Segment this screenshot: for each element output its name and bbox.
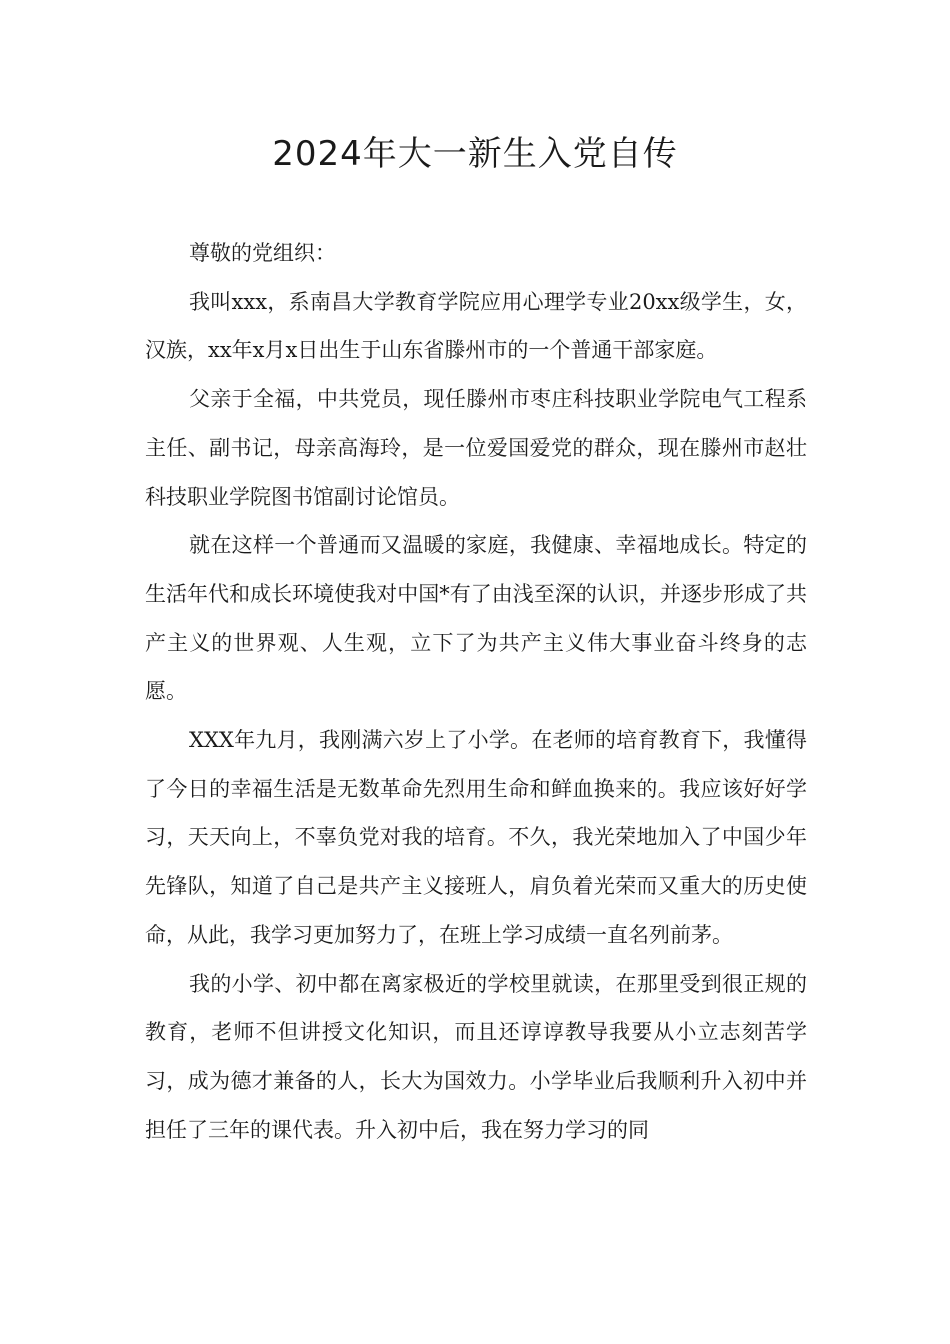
salutation: 尊敬的党组织： — [189, 241, 336, 265]
paragraph-5: 我的小学、初中都在离家极近的学校里就读，在那里受到很正规的教育，老师不但讲授文化知识，而且还谆谆教导我要从小立志刻苦学习，成为德才兼备的人，长大为国效力。小学毕业后我顺利升入初中并担任了三年的课代表。升入初中后，我在努力学习的同 — [145, 971, 807, 1142]
paragraph-3: 就在这样一个普通而又温暖的家庭，我健康、幸福地成长。特定的生活年代和成长环境使我对中国*有了由浅至深的认识，并逐步形成了共产主义的世界观、人生观，立下了为共产主义伟大事业奋斗终身的志愿。 — [145, 533, 807, 704]
document-title: 2024年大一新生入党自传 — [272, 134, 678, 174]
paragraph-4: XXX年九月，我刚满六岁上了小学。在老师的培育教育下，我懂得了今日的幸福生活是无数革命先烈用生命和鲜血换来的。我应该好好学习，天天向上，不辜负党对我的培育。不久，我光荣地加入了中国少年先锋队，知道了自己是共产主义接班人，肩负着光荣而又重大的历史使命，从此，我学习更加努力了，在班上学习成绩一直名列前茅。 — [145, 728, 807, 947]
paragraph-1: 我叫xxx，系南昌大学教育学院应用心理学专业20xx级学生，女，汉族，xx年x月x日出生于山东省滕州市的一个普通干部家庭。 — [145, 289, 807, 363]
paragraph-2: 父亲于全福，中共党员，现任滕州市枣庄科技职业学院电气工程系主任、副书记，母亲高海玲，是一位爱国爱党的群众，现在滕州市赵壮科技职业学院图书馆副讨论馆员。 — [145, 387, 807, 509]
document-body — [145, 229, 807, 1154]
